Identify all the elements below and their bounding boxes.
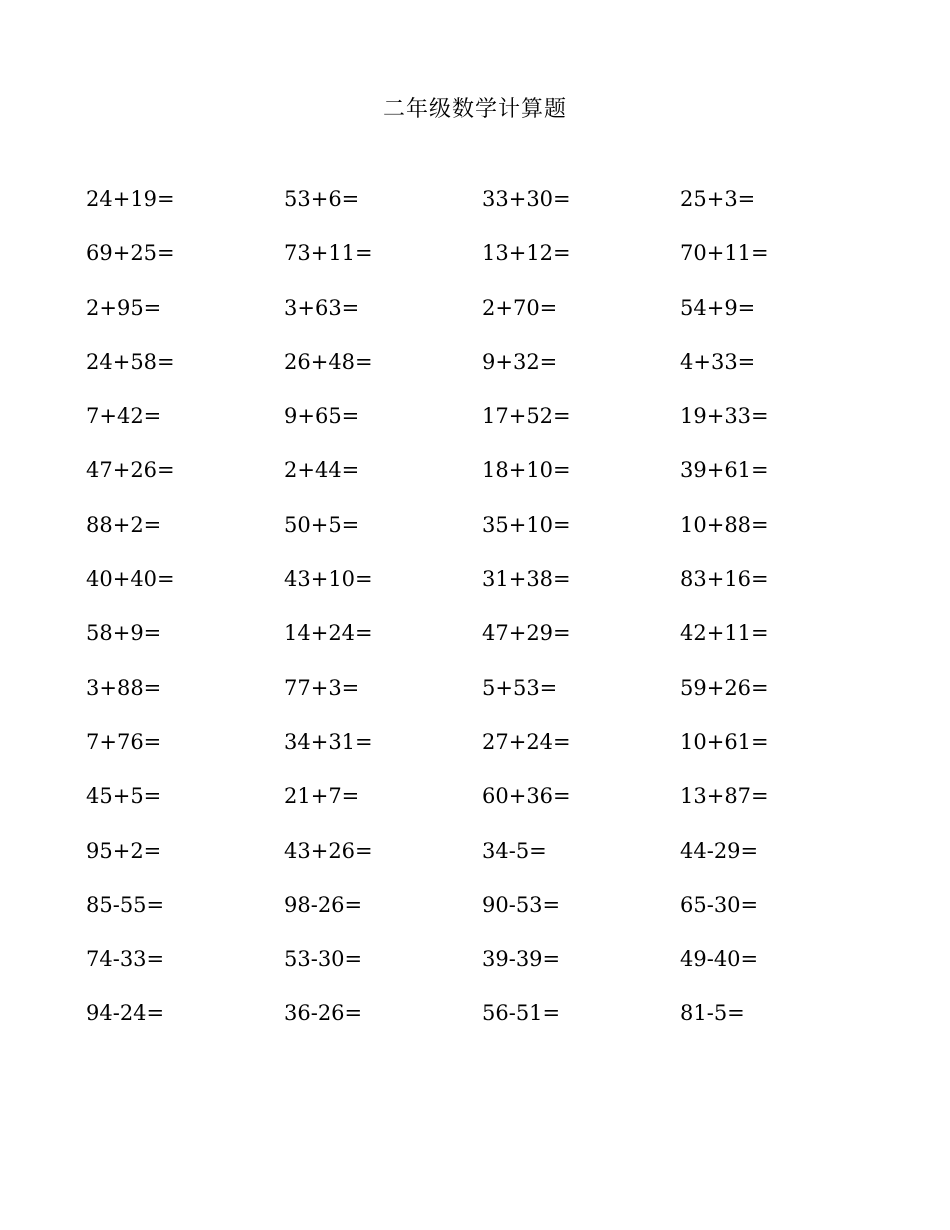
- math-problem: 10+88=: [680, 512, 769, 537]
- math-problem: 95+2=: [86, 838, 162, 863]
- math-problem: 74-33=: [86, 947, 165, 972]
- math-problem: 50+5=: [284, 512, 360, 537]
- math-problem: 2+70=: [482, 295, 558, 320]
- math-problem: 5+53=: [482, 675, 558, 700]
- math-problem: 7+76=: [86, 729, 162, 754]
- math-problem: 31+38=: [482, 567, 571, 592]
- math-problem: 2+95=: [86, 295, 162, 320]
- math-problem: 53-30=: [284, 947, 363, 972]
- math-problem: 53+6=: [284, 187, 360, 211]
- math-problem: 18+10=: [482, 458, 571, 483]
- math-problem: 3+63=: [284, 295, 360, 320]
- math-problem: 98-26=: [284, 892, 363, 917]
- math-problem: 70+11=: [680, 241, 769, 266]
- math-problem: 33+30=: [482, 187, 571, 211]
- math-problem: 3+88=: [86, 675, 162, 700]
- math-problem: 27+24=: [482, 729, 571, 754]
- math-problem: 69+25=: [86, 241, 175, 266]
- math-problem: 83+16=: [680, 567, 769, 592]
- math-problem: 40+40=: [86, 567, 175, 592]
- math-problem: 21+7=: [284, 784, 360, 809]
- math-problem: 39-39=: [482, 947, 561, 972]
- math-problem: 94-24=: [86, 1001, 165, 1026]
- math-problem: 34+31=: [284, 729, 373, 754]
- math-problem: 42+11=: [680, 621, 769, 646]
- math-problem: 9+65=: [284, 404, 360, 429]
- math-problem: 4+33=: [680, 349, 756, 374]
- math-problem: 77+3=: [284, 675, 360, 700]
- math-problem: 49-40=: [680, 947, 759, 972]
- math-problem: 19+33=: [680, 404, 769, 429]
- math-problem: 73+11=: [284, 241, 373, 266]
- math-problem: 9+32=: [482, 349, 558, 374]
- math-problem: 60+36=: [482, 784, 571, 809]
- math-problem: 47+29=: [482, 621, 571, 646]
- math-problem: 56-51=: [482, 1001, 561, 1026]
- math-problem: 36-26=: [284, 1001, 363, 1026]
- math-problem: 17+52=: [482, 404, 571, 429]
- math-problem: 39+61=: [680, 458, 769, 483]
- math-problem: 35+10=: [482, 512, 571, 537]
- math-problem: 54+9=: [680, 295, 756, 320]
- math-problem: 24+19=: [86, 187, 175, 211]
- math-problem: 65-30=: [680, 892, 759, 917]
- math-problem: 34-5=: [482, 838, 547, 863]
- math-problem: 14+24=: [284, 621, 373, 646]
- math-problem: 58+9=: [86, 621, 162, 646]
- math-problem: 47+26=: [86, 458, 175, 483]
- math-problem: 43+10=: [284, 567, 373, 592]
- math-problem: 26+48=: [284, 349, 373, 374]
- math-problem: 45+5=: [86, 784, 162, 809]
- math-problem: 59+26=: [680, 675, 769, 700]
- math-problem: 2+44=: [284, 458, 360, 483]
- math-problem: 13+87=: [680, 784, 769, 809]
- math-problem: 25+3=: [680, 187, 756, 211]
- math-problem: 85-55=: [86, 892, 165, 917]
- math-problem: 44-29=: [680, 838, 759, 863]
- math-problem: 90-53=: [482, 892, 561, 917]
- math-problem: 10+61=: [680, 729, 769, 754]
- problem-grid: [86, 181, 878, 1050]
- worksheet-title: 二年级数学计算题: [382, 97, 567, 122]
- math-problem: 81-5=: [680, 1001, 745, 1026]
- math-problem: 24+58=: [86, 349, 175, 374]
- math-problem: 88+2=: [86, 512, 162, 537]
- math-problem: 7+42=: [86, 404, 162, 429]
- math-problem: 13+12=: [482, 241, 571, 266]
- math-problem: 43+26=: [284, 838, 373, 863]
